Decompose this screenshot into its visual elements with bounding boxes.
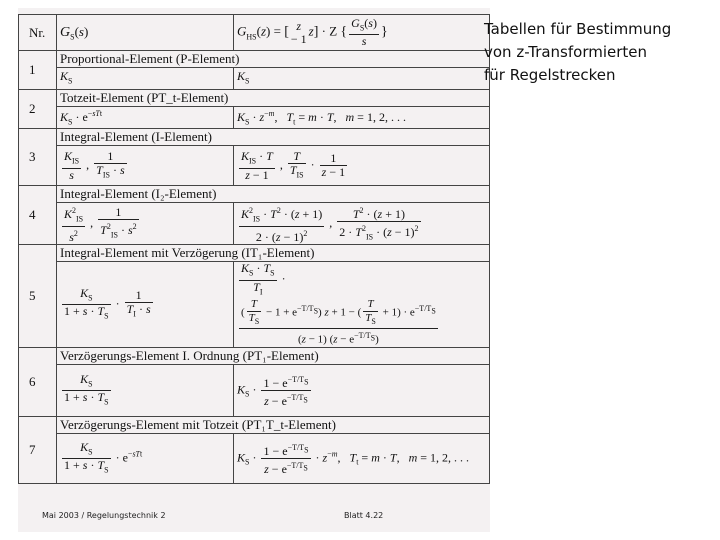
row-nr: 7 <box>19 417 57 484</box>
table-row <box>19 129 490 146</box>
table-row <box>19 186 490 203</box>
gs-cell: $\frac{K^2_{IS}}{s^2}$ , $\frac{1}{T^2_{IS} \cdot s^2}$ <box>57 203 234 245</box>
table-row <box>19 203 490 245</box>
row-title: Proportional-Element (P-Element) <box>57 51 490 68</box>
gs-cell: $K_S \cdot e^{-sTt}$ <box>57 107 234 129</box>
row-title: Integral-Element (I₂-Element) <box>57 186 490 203</box>
gs-cell: $\frac{K_S}{1 + s \cdot T_S}$ · $e^{-sTt}$ <box>57 434 234 484</box>
footer-course: Mai 2003 / Regelungstechnik 2 <box>42 511 166 520</box>
ghs-cell: $\frac{K^2_{IS} \cdot T^2 \cdot (z + 1)}{2 \cdot (z - 1)^2}$ , $\frac{T^2 \cdot (z + 1)}{2 \cdot T^2_{IS} \cdot (z - 1)^2}$ <box>234 203 490 245</box>
table-row <box>19 107 490 129</box>
row-nr: 4 <box>19 186 57 245</box>
row-nr: 1 <box>19 51 57 90</box>
table-row <box>19 90 490 107</box>
header-gs: $G_S(s)$ <box>57 15 234 51</box>
note-line: von z-Transformierten <box>484 43 648 61</box>
table-row <box>19 417 490 434</box>
note-line: Tabellen für Bestimmung <box>484 20 672 38</box>
row-title: Integral-Element (I-Element) <box>57 129 490 146</box>
table-row <box>19 434 490 484</box>
row-nr: 5 <box>19 245 57 348</box>
gs-cell: $\frac{K_S}{1 + s \cdot T_S}$ · $\frac{1}{T_I \cdot s}$ <box>57 262 234 348</box>
header-nr: Nr. <box>19 15 57 51</box>
side-note <box>484 18 714 87</box>
row-nr: 3 <box>19 129 57 186</box>
ghs-cell: $\frac{K_S \cdot T_S}{T_I}$ · ( $\frac{T}{T_S}$ − $1 + e^{-T/T_S}$) z + 1 − ( $\frac{T}{T_S}$ + $1) \cdot e^{-T/T_S}$ (z − 1) $(z - e^{-T/T_S})$ <box>234 262 490 348</box>
header-ghs: $G_{HS}(z)$ = [ z − 1z] · Z { $\frac{G_S(s)}{s}$ } <box>234 15 490 51</box>
row-title: Integral-Element mit Verzögerung (IT₁-Element) <box>57 245 490 262</box>
table-row <box>19 262 490 348</box>
ghs-cell: $K_S$ · $\frac{1 - e^{-T/T_S}}{z - e^{-T/T_S}}$ <box>234 365 490 417</box>
table-row <box>19 365 490 417</box>
row-title: Verzögerungs-Element I. Ordnung (PT₁-Element) <box>57 348 490 365</box>
table-row <box>19 146 490 186</box>
row-title: Verzögerungs-Element mit Totzeit (PT₁T_t-Element) <box>57 417 490 434</box>
footer-sheet-number: Blatt 4.22 <box>344 511 384 520</box>
z-transform-table <box>18 14 490 484</box>
ghs-cell: $K_S$ <box>234 68 490 90</box>
ghs-cell: $\frac{K_{IS} \cdot T}{z - 1}$ , $\frac{T}{T_{IS}}$ · $\frac{1}{z - 1}$ <box>234 146 490 186</box>
note-line: für Regelstrecken <box>484 66 616 84</box>
table-row <box>19 245 490 262</box>
row-nr: 2 <box>19 90 57 129</box>
gs-cell: $K_S$ <box>57 68 234 90</box>
row-title: Totzeit-Element (PT_t-Element) <box>57 90 490 107</box>
table-row <box>19 68 490 90</box>
table-header-row <box>19 15 490 51</box>
gs-cell: $\frac{K_S}{1 + s \cdot T_S}$ <box>57 365 234 417</box>
ghs-cell: $K_S \cdot z^{-m}$, $T_t = m \cdot T$, m = 1, 2, . . . <box>234 107 490 129</box>
table-row <box>19 348 490 365</box>
gs-cell: $\frac{K_{IS}}{s}$ , $\frac{1}{T_{IS} \cdot s}$ <box>57 146 234 186</box>
ghs-cell: $K_S$ · $\frac{1 - e^{-T/T_S}}{z - e^{-T/T_S}}$ · $z^{-m}$, $T_t = m \cdot T$, m = 1, 2, . . . <box>234 434 490 484</box>
row-nr: 6 <box>19 348 57 417</box>
table-row <box>19 51 490 68</box>
